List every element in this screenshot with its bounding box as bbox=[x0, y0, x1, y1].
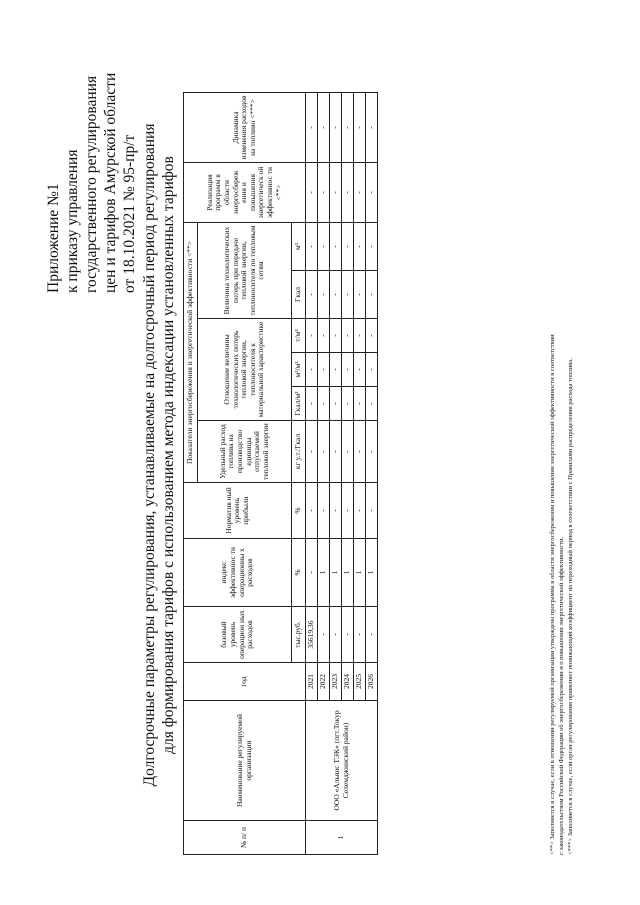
cell-ratio-1: - bbox=[342, 387, 354, 421]
unit-base: тыс.руб. bbox=[292, 607, 306, 663]
cell-program: - bbox=[306, 163, 318, 223]
cell-ratio-1: - bbox=[354, 387, 366, 421]
cell-ratio-1: - bbox=[366, 387, 378, 421]
cell-ratio-3: - bbox=[342, 319, 354, 353]
cell-norm: - bbox=[366, 483, 378, 539]
cell-program: - bbox=[318, 163, 330, 223]
cell-ratio-2: - bbox=[306, 353, 318, 387]
cell-norm: - bbox=[318, 483, 330, 539]
header-org: Наименование регулируемой организации bbox=[184, 701, 306, 821]
cell-ratio-3: - bbox=[354, 319, 366, 353]
appendix-line-1: Приложение №1 bbox=[45, 183, 62, 293]
cell-year: 2024 bbox=[342, 663, 354, 701]
footnote-2: <***> Заполняется в случае, если орган регулирования применяет понижающий коэффициент на переходный период в соответствии с Правилами распределения расхода топлива. bbox=[567, 358, 574, 855]
cell-fuel: - bbox=[318, 421, 330, 483]
cell-ratio-1: - bbox=[330, 387, 342, 421]
cell-norm: - bbox=[342, 483, 354, 539]
document-title bbox=[140, 75, 178, 835]
header-profit-norm: Норматив ный уровень прибыли bbox=[184, 483, 292, 539]
cell-losses-2: - bbox=[330, 223, 342, 271]
cell-losses-2: - bbox=[354, 223, 366, 271]
header-tech-losses: Величина технологических потерь при передаче тепловой энергии, теплоносителя по тепловым сетям bbox=[198, 223, 292, 319]
cell-losses-1: - bbox=[354, 271, 366, 319]
unit-losses-1: Гкал bbox=[292, 271, 306, 319]
cell-base: - bbox=[330, 607, 342, 663]
footnotes bbox=[548, 55, 575, 855]
cell-dynamics: - bbox=[306, 93, 318, 163]
cell-ratio-2: - bbox=[366, 353, 378, 387]
cell-norm: - bbox=[306, 483, 318, 539]
header-fuel-dynamics: Динамика изменения расходов на топливо <***> bbox=[184, 93, 306, 163]
cell-fuel: - bbox=[354, 421, 366, 483]
cell-losses-2: - bbox=[318, 223, 330, 271]
footnote-1b: с законодательством Российской Федерации об энергосбережении и о повышении энергетической эффективности. bbox=[558, 536, 565, 855]
unit-ratio-1: Гкал/м² bbox=[292, 387, 306, 421]
row-organization: ООО «Альянс ТЭК» (пгт.Токур Селемджинский район) bbox=[306, 701, 378, 821]
parameters-table bbox=[183, 92, 378, 855]
unit-index: % bbox=[292, 539, 306, 607]
appendix-line-2: к приказу управления bbox=[64, 149, 81, 293]
row-number: 1 bbox=[306, 821, 378, 855]
header-program: Реализация программ в области энергосбереж ения и повышения энергетическ ой эффективнос ти <**> bbox=[184, 163, 306, 223]
unit-losses-2: м³ bbox=[292, 223, 306, 271]
cell-losses-2: - bbox=[366, 223, 378, 271]
cell-index: 1 bbox=[318, 539, 330, 607]
cell-base: - bbox=[318, 607, 330, 663]
unit-fuel: кг у.т./Гкал bbox=[292, 421, 306, 483]
cell-year: 2022 bbox=[318, 663, 330, 701]
unit-ratio-2: м³/м² bbox=[292, 353, 306, 387]
header-year: год bbox=[184, 663, 306, 701]
unit-ratio-3: т/м² bbox=[292, 319, 306, 353]
cell-dynamics: - bbox=[354, 93, 366, 163]
cell-ratio-3: - bbox=[330, 319, 342, 353]
header-loss-ratio: Отношение величины технологических потерь тепловой энергии, теплоносителя к материальной характеристике bbox=[198, 319, 292, 421]
appendix-line-5: от 18.10.2021 № 95-пр/т bbox=[121, 134, 138, 293]
cell-base: - bbox=[342, 607, 354, 663]
header-energy-efficiency: Показатели энергосбережения и энергетической эффективности <**> bbox=[184, 223, 198, 483]
cell-losses-2: - bbox=[306, 223, 318, 271]
cell-ratio-3: - bbox=[366, 319, 378, 353]
appendix-line-4: цен и тарифов Амурской области bbox=[102, 72, 119, 293]
cell-year: 2026 bbox=[366, 663, 378, 701]
appendix-line-3: государственного регулирования bbox=[83, 75, 100, 293]
cell-losses-1: - bbox=[318, 271, 330, 319]
header-fuel-rate: Удельный расход топлива на производство единицы отпускаемой тепловой энергии bbox=[198, 421, 292, 483]
cell-losses-1: - bbox=[306, 271, 318, 319]
cell-ratio-2: - bbox=[354, 353, 366, 387]
cell-losses-1: - bbox=[366, 271, 378, 319]
unit-norm: % bbox=[292, 483, 306, 539]
cell-fuel: - bbox=[306, 421, 318, 483]
cell-losses-1: - bbox=[330, 271, 342, 319]
cell-year: 2025 bbox=[354, 663, 366, 701]
header-num: № п/ п bbox=[184, 821, 306, 855]
cell-dynamics: - bbox=[342, 93, 354, 163]
cell-dynamics: - bbox=[330, 93, 342, 163]
cell-ratio-2: - bbox=[330, 353, 342, 387]
cell-losses-2: - bbox=[342, 223, 354, 271]
cell-index: 1 bbox=[366, 539, 378, 607]
cell-ratio-1: - bbox=[318, 387, 330, 421]
footnote-1a: <**> Заполняется в случае, если в отношении регулируемой организации утверждена программа в области энергосбережения и повышения энергетической эффективности в соответствии bbox=[549, 334, 556, 855]
cell-index: 1 bbox=[342, 539, 354, 607]
appendix-header bbox=[44, 53, 139, 293]
cell-ratio-3: - bbox=[318, 319, 330, 353]
cell-norm: - bbox=[330, 483, 342, 539]
cell-ratio-3: - bbox=[306, 319, 318, 353]
cell-fuel: - bbox=[366, 421, 378, 483]
header-efficiency-index: индекс эффективнос ти операционны х расходов bbox=[184, 539, 292, 607]
cell-ratio-2: - bbox=[318, 353, 330, 387]
cell-program: - bbox=[354, 163, 366, 223]
cell-index: - bbox=[306, 539, 318, 607]
cell-dynamics: - bbox=[318, 93, 330, 163]
header-base-opex: базовый уровень операцион ных расходов bbox=[184, 607, 292, 663]
cell-norm: - bbox=[354, 483, 366, 539]
cell-ratio-2: - bbox=[342, 353, 354, 387]
cell-fuel: - bbox=[342, 421, 354, 483]
cell-year: 2021 bbox=[306, 663, 318, 701]
cell-program: - bbox=[330, 163, 342, 223]
cell-index: 1 bbox=[354, 539, 366, 607]
cell-program: - bbox=[342, 163, 354, 223]
cell-program: - bbox=[366, 163, 378, 223]
cell-base: - bbox=[354, 607, 366, 663]
title-line-2: для формирования тарифов с использованием метода индексации установленных тарифов bbox=[160, 156, 177, 754]
cell-ratio-1: - bbox=[306, 387, 318, 421]
cell-base: - bbox=[366, 607, 378, 663]
title-line-1: Долгосрочные параметры регулирования, устанавливаемые на долгосрочный период регулирования bbox=[141, 123, 158, 787]
cell-fuel: - bbox=[330, 421, 342, 483]
table-row bbox=[306, 93, 318, 855]
cell-dynamics: - bbox=[366, 93, 378, 163]
cell-losses-1: - bbox=[342, 271, 354, 319]
cell-base: 35619,36 bbox=[306, 607, 318, 663]
cell-index: 1 bbox=[330, 539, 342, 607]
cell-year: 2023 bbox=[330, 663, 342, 701]
